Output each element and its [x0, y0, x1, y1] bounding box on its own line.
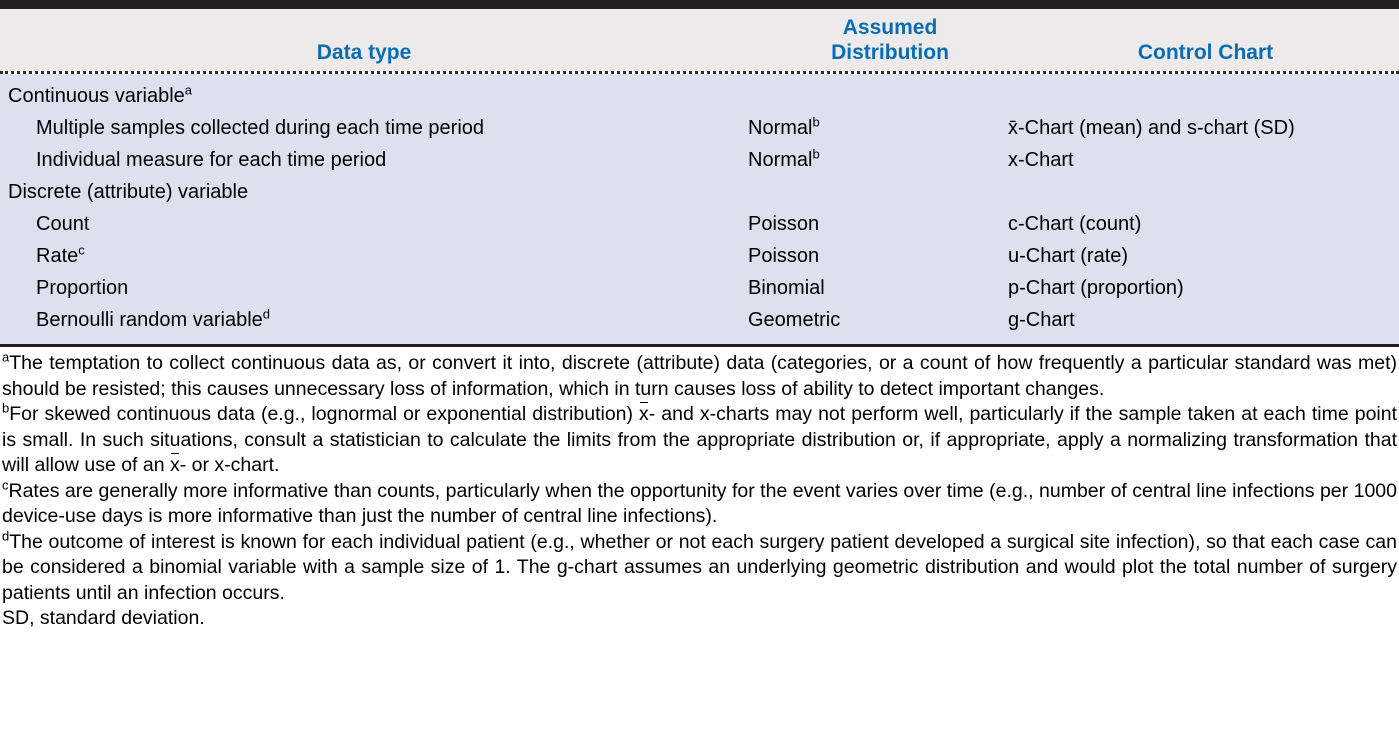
table-row: [0, 240, 1399, 272]
cell-data-type-text: Multiple samples collected during each time period: [36, 117, 485, 139]
cell-data-type-text: Proportion: [36, 277, 129, 299]
cell-control-chart: x-Chart: [1008, 149, 1074, 171]
footnote-marker: c: [78, 242, 85, 258]
cell-distribution: [748, 208, 1008, 240]
table-body: [0, 74, 1399, 344]
cell-data-type-text: Discrete (attribute) variable: [8, 181, 249, 203]
cell-control-chart: c-Chart (count): [1008, 213, 1142, 235]
table-header-row: [0, 15, 1399, 65]
cell-control-chart: g-Chart: [1008, 309, 1075, 331]
table-row: [0, 144, 1399, 176]
column-header-assumed-distribution: [760, 15, 1020, 65]
cell-distribution: [748, 112, 1008, 144]
cell-control-chart: u-Chart (rate): [1008, 245, 1129, 267]
cell-distribution-text: Normal: [748, 149, 813, 171]
cell-distribution-text: Geometric: [748, 309, 841, 331]
cell-distribution: [748, 304, 1008, 336]
table-row: [0, 176, 1399, 208]
footnote-marker-c: c: [2, 477, 9, 492]
cell-data-type-text: Bernoulli random variable: [36, 309, 263, 331]
cell-data-type: [8, 240, 748, 272]
table-row: [0, 304, 1399, 336]
footnote-b: [2, 402, 1397, 479]
footnotes: [0, 347, 1399, 632]
cell-control-chart: x̄-Chart (mean) and s-chart (SD): [1008, 117, 1295, 139]
footnote-marker: b: [812, 146, 820, 162]
cell-data-type: [8, 112, 748, 144]
footnote-d-text: The outcome of interest is known for each individual patient (e.g., whether or not each surgery patient developed a surgical site infection), so that each case can be considered a binomial variable with a sample size of 1. The g-chart assumes an underlying geometric distribution and would plot the total number of surgery patients until an infection occurs.: [2, 530, 1397, 604]
x-bar-glyph: x: [639, 402, 649, 428]
cell-data-type-text: Individual measure for each time period: [36, 149, 387, 171]
cell-distribution-text: Normal: [748, 117, 813, 139]
footnote-marker: b: [812, 114, 820, 130]
footnote-a: [2, 351, 1397, 402]
cell-data-type: [8, 176, 720, 208]
cell-data-type-text: Count: [36, 213, 90, 235]
cell-data-type: [8, 80, 720, 112]
footnote-marker: a: [184, 82, 193, 98]
cell-data-type-text: Rate: [36, 245, 79, 267]
footnote-a-text: The temptation to collect continuous data as, or convert it into, discrete (attribute) data (categories, or a count of how frequently a particular standard was met) should be resisted; this causes unnecessary loss of information, which in turn causes loss of ability to detect important changes.: [2, 352, 1397, 400]
cell-distribution: [748, 272, 1008, 304]
footnote-c-text: Rates are generally more informative than counts, particularly when the opportunity for the event varies over time (e.g., number of central line infections per 1000 device-use days is more informative than just the number of central line infections).: [2, 479, 1397, 527]
footnote-marker-b: b: [2, 400, 10, 416]
footnote-b-text-part2: - and x-charts may not perform well, particularly if the sample taken at each time point is small. In such situations, consult a statistician to calculate the limits from the appropriate distribution or, if appropriate, apply a normalizing transformation that will allow use of an: [2, 403, 1398, 476]
x-bar-glyph: x: [170, 453, 180, 479]
cell-data-type: [8, 208, 748, 240]
table-row: [0, 112, 1399, 144]
cell-distribution-text: Poisson: [748, 245, 820, 267]
cell-data-type-text: Continuous variable: [8, 85, 185, 107]
column-header-data-type: Data type: [316, 41, 412, 64]
cell-distribution-text: Binomial: [748, 277, 825, 299]
cell-distribution-text: Poisson: [748, 213, 820, 235]
cell-distribution: [748, 240, 1008, 272]
cell-data-type: [8, 144, 748, 176]
table-header-band: [0, 9, 1399, 71]
footnote-marker-a: a: [2, 349, 10, 365]
table-row: [0, 272, 1399, 304]
cell-data-type: [8, 272, 748, 304]
cell-distribution: [748, 144, 1008, 176]
cell-control-chart: p-Chart (proportion): [1008, 277, 1184, 299]
footnote-b-text-part3: - or x-chart.: [179, 454, 280, 476]
cell-data-type: [8, 304, 748, 336]
footnote-marker-d: d: [2, 528, 10, 543]
abbreviation-note: SD, standard deviation.: [2, 607, 205, 629]
table-row: [0, 80, 1399, 112]
column-header-assumed-distribution-line2: Distribution: [831, 41, 949, 64]
table-top-rule: [0, 0, 1399, 9]
table-row: [0, 208, 1399, 240]
column-header-control-chart: Control Chart: [1137, 41, 1274, 64]
column-header-assumed-distribution-line1: Assumed: [842, 16, 938, 39]
footnote-b-text-part1: For skewed continuous data (e.g., lognormal or exponential distribution): [9, 403, 640, 425]
footnote-d: [2, 530, 1397, 607]
footnote-c: [2, 479, 1397, 530]
footnote-marker: d: [262, 306, 271, 322]
